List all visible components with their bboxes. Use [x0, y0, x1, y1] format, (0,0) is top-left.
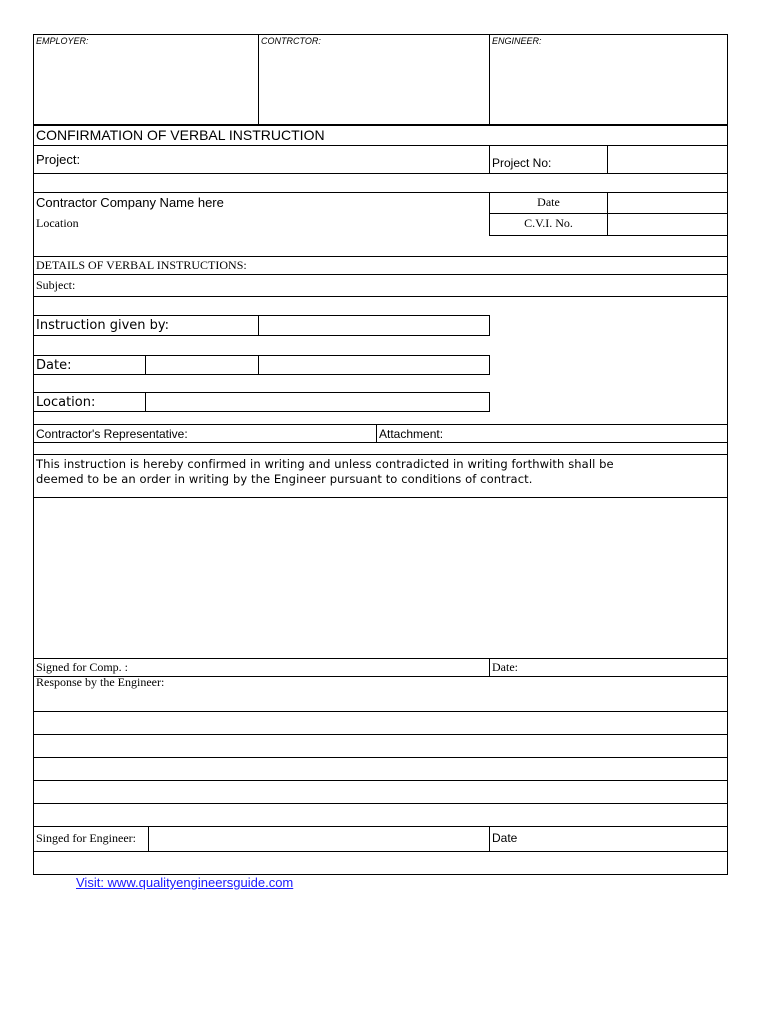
response-line-2 [33, 734, 728, 735]
subject-label: Subject: [36, 278, 76, 292]
header-divider-1 [258, 34, 259, 125]
company-name: Contractor Company Name here [36, 195, 224, 210]
header-divider-2 [489, 34, 490, 125]
engineer-sign-divider-1 [148, 826, 149, 851]
response-line-1 [33, 711, 728, 712]
rep-row-bottom [33, 442, 728, 443]
response-by-engineer-label: Response by the Engineer: [36, 675, 165, 689]
location-label: Location [36, 216, 79, 230]
title-bottom-rule [33, 145, 728, 146]
instr-box-divider [258, 315, 259, 336]
project-no-divider [489, 145, 490, 174]
loc-box-right [489, 392, 490, 412]
date-box-bottom [33, 374, 490, 375]
date-box-top [33, 355, 490, 356]
signed-for-comp-label: Signed for Comp. : [36, 660, 128, 674]
signed-comp-top [33, 658, 728, 659]
engineer-date-label: Date [492, 831, 518, 845]
confirmation-text-line-1: This instruction is hereby confirmed in writing and unless contradicted in writing forthwith shall be [36, 457, 614, 471]
spacer-row-rule [33, 192, 728, 193]
date-cvi-mid [607, 192, 608, 236]
singed-for-engineer-label: Singed for Engineer: [36, 831, 136, 845]
instr-box-right [489, 315, 490, 336]
confirmation-bottom [33, 497, 728, 498]
project-no-value-divider [607, 145, 608, 174]
loc-box-bottom [33, 411, 490, 412]
form-title: CONFIRMATION OF VERBAL INSTRUCTION [36, 127, 325, 143]
engineer-sign-bottom [33, 851, 728, 852]
response-line-3 [33, 757, 728, 758]
attachment-label: Attachment: [379, 427, 444, 441]
date-cvi-divider [489, 213, 728, 214]
loc-box-top [33, 392, 490, 393]
header-bottom-rule [33, 124, 728, 126]
signed-comp-date-label: Date: [492, 660, 518, 674]
contractor-label: CONTRCTOR: [261, 36, 321, 46]
instruction-given-by-label: Instruction given by: [36, 318, 170, 333]
response-line-4 [33, 780, 728, 781]
form-border-top [33, 34, 728, 35]
contractor-representative-label: Contractor's Representative: [36, 427, 188, 441]
engineer-sign-top [33, 826, 728, 827]
subject-bottom [33, 296, 728, 297]
date-box-divider-1 [145, 355, 146, 375]
loc-box-divider [145, 392, 146, 412]
date-cvi-bottom [489, 235, 728, 236]
instr-box-bottom [33, 335, 490, 336]
engineer-label: ENGINEER: [492, 36, 542, 46]
quality-engineers-guide-link[interactable]: Visit: www.qualityengineersguide.com [76, 875, 294, 890]
project-no-label: Project No: [492, 156, 552, 170]
instruction-location-label: Location: [36, 395, 96, 410]
response-line-5 [33, 803, 728, 804]
project-label: Project: [36, 152, 81, 167]
cvi-no-label: C.V.I. No. [524, 216, 573, 230]
details-heading-bottom [33, 274, 728, 275]
rep-row-top [33, 424, 728, 425]
confirmation-text-line-2: deemed to be an order in writing by the Engineer pursuant to conditions of contract. [36, 472, 533, 486]
engineer-sign-divider-2 [489, 826, 490, 851]
date-box-right [489, 355, 490, 375]
instr-box-top [33, 315, 490, 316]
date-box-divider-2 [258, 355, 259, 375]
rep-row-divider [376, 424, 377, 442]
project-row-bottom [33, 173, 728, 174]
signed-comp-divider [489, 658, 490, 676]
confirmation-top [33, 454, 728, 455]
instruction-date-label: Date: [36, 358, 72, 373]
details-top-rule [33, 256, 728, 257]
date-label: Date [537, 195, 560, 209]
details-heading: DETAILS OF VERBAL INSTRUCTIONS: [36, 258, 247, 272]
employer-label: EMPLOYER: [36, 36, 89, 46]
